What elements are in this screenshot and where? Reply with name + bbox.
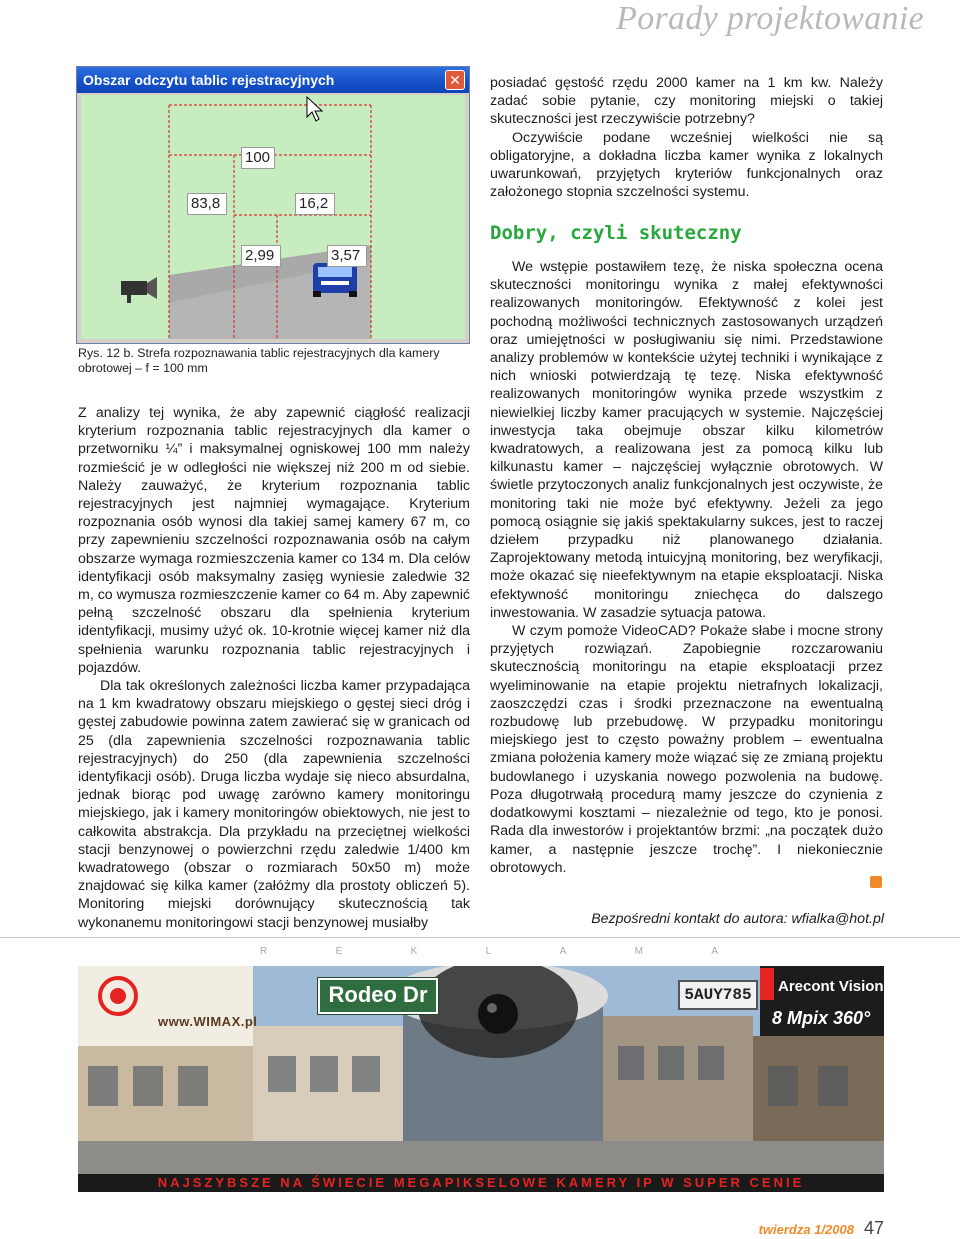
ad-label-letter: L <box>485 946 494 957</box>
cursor-icon <box>307 97 322 121</box>
left-column <box>78 404 470 932</box>
section-heading: Dobry, czyli skuteczny <box>490 222 742 244</box>
right-column-top <box>490 74 883 201</box>
paragraph: W czym pomoże VideoCAD? Pokaże słabe i mocne strony przyjętych rozwiązań. Zapobiegnie rozczarowaniu skutecznością monitoringu na etapie eksploatacji przez wyeliminowanie na etapie projektu nietrafnych lokalizacji, zaoszczędzi czas i środki przeznaczone na ewentualną rozbudowę lub przebudowę. W przypadku monitoringu miejskiego jest to często poważny problem – ewentualna zmiana położenia kamery może wiązać się ze zmianą projektu budowlanego i uzyskania nowego pozwolenia na budowę. Poza długotrwałą procedurą mamy jeszcze do czynienia z dodatkowymi kosztami – niezależnie od tego, kto je ponosi. Rada dla inwestorów i projektantów brzmi: „na początek dużo kamer, a następnie jeszcze trochę”. I niekoniecznie obrotowych. <box>490 623 883 876</box>
paragraph: Dla tak określonych zależności liczba kamer przypadająca na 1 km kwadratowy obszaru miejskiego o gęstej sieci dróg i gęstej zabudowie powinna zatem zawierać się w granicach od 25 (dla zapewnienia szczelności rozpoznawania tablic rejestracyjnych) do 250 (dla zapewnienia szczelności identyfikacji osób). Druga liczba wydaje się nieco absurdalna, jednak biorąc pod uwagę zarówno kamery monitoringu miejskiego, jak i kamery monitoringów obiektowych, nie jest to całkowita abstrakcja. Dla przykładu na przeciętnej wielkości stacji benzynowej o powierzchni rzędu zaledwie 1/400 km kwadratowego (obszar o rozmiarach 50x50 m) może znajdować się kilka kamer (załóżmy dla prostoty obliczeń 5). Monitoring miejski dorównujący skutecznością tak wykonanemu monitoringowi stacji benzynowej musiałby <box>78 678 470 931</box>
page-footer <box>759 1218 884 1239</box>
ad-brand-name: Arecont Vision <box>778 978 884 995</box>
ad-tagline: 8 Mpix 360° <box>772 1008 871 1028</box>
ad-label-letter: A <box>711 946 720 957</box>
window-titlebar <box>77 67 469 93</box>
figure-window <box>76 66 470 344</box>
author-contact: Bezpośredni kontakt do autora: wfialka@hot.pl <box>591 911 884 927</box>
value-label: 3,57 <box>327 245 367 267</box>
ad-label-letter: E <box>335 946 345 957</box>
ad-label-letter: R <box>260 946 270 957</box>
ad-license-plate: 5AUY785 <box>678 980 758 1010</box>
magazine-issue: twierdza 1/2008 <box>758 1222 854 1237</box>
value-label: 100 <box>241 147 275 169</box>
ad-label-letter: M <box>634 946 645 957</box>
paragraph: We wstępie postawiłem tezę, że niska społeczna ocena skuteczności monitoringu wynika z małej efektywności realizowanych monitoringów. Efektywność z kolei jest pochodną możliwości technicznych zastosowanych urządzeń oraz umiejętności w posługiwaniu się nimi. Przedstawione analizy problemów w kontekście użytej techniki i wynikające z nich wnioski potwierdzają tę tezę. Niska efektywność realizowanych monitoringów wynika przede wszystkim z niewielkiej liczby kamer pracujących w systemie. Najczęściej inwestycja taka obejmuje obszar kilku kilometrów kwadratowych, a realizowana jest za pomocą kilku lub kilkunastu kamer – najczęściej wyłącznie obrotowych. W świetle przytoczonych analiz funkcjonalnych jest oczywiste, że monitoring taki nie może być efektywny. Jeżeli za jego pomocą osiągnie się jakiś spektakularny sukces, jest to raczej dziełem przypadku niż planowanego działania. Zaprojektowany metodą intuicyjną monitoring, bez weryfikacji, może okazać się nieefektywnym na etapie eksploatacji. Niska efektywność monitoringu zniechęca do dalszego inwestowania. W zasadzie sytuacja patowa. <box>490 259 883 621</box>
page-number: 47 <box>863 1218 884 1238</box>
ad-label <box>260 946 720 957</box>
value-label: 16,2 <box>295 193 335 215</box>
ad-label-letter: A <box>559 946 569 957</box>
ad-street-scene <box>78 966 884 1192</box>
ad-wimax-url[interactable]: www.WIMAX.pl <box>158 1014 258 1029</box>
ad-banner: NAJSZYBSZE NA ŚWIECIE MEGAPIKSELOWE KAMERY IP W SUPER CENIE <box>78 1174 884 1192</box>
right-column-main <box>490 258 883 877</box>
close-icon[interactable]: ✕ <box>445 70 465 90</box>
value-label: 2,99 <box>241 245 281 267</box>
window-title: Obszar odczytu tablic rejestracyjnych <box>83 72 335 88</box>
ad-label-letter: K <box>410 946 420 957</box>
end-of-article-icon <box>870 876 882 888</box>
camera-icon <box>121 277 157 303</box>
paragraph: Z analizy tej wynika, że aby zapewnić ciągłość realizacji kryterium rozpoznania tablic rejestracyjnych dla kamer o przetworniku ¼” i maksymalnej ogniskowej 100 mm należy rozmieścić je w odległości nie większej niż 200 m od siebie. Należy zauważyć, że kryterium rozpoznania tablic rejestracyjnych jest najmniej wymagające. Kryterium rozpoznania osób wynosi dla takiej samej kamery 67 m, co przy zapewnieniu szczelności rozpoznawania osób na całym obszarze wymaga rozmieszczenia kamer co 134 m. Dla celów identyfikacji osób maksymalny zasięg wyniesie zaledwie 32 m, co wymusza rozmieszczenie kamer co 64 m. Aby zapewnić pełną szczelność obszaru dla spełnienia kryterium identyfikacji, musimy użyć ok. 10-krotnie więcej kamer niż dla spełnienia warunku rozpoznania tablic rejestracyjnych i pojazdów. <box>78 405 470 676</box>
value-label: 83,8 <box>187 193 227 215</box>
figure-canvas <box>81 95 465 339</box>
advertisement[interactable] <box>78 966 884 1192</box>
paragraph: posiadać gęstość rzędu 2000 kamer na 1 km kw. Należy zadać sobie pytanie, czy monitoring miejski o takiej skuteczności jest rzeczywiście potrzebny? <box>490 75 883 128</box>
ad-street-sign: Rodeo Dr <box>318 978 438 1014</box>
paragraph: Oczywiście podane wcześniej wielkości nie są obligatoryjne, a dokładna liczba kamer wynika z lokalnych uwarunkowań, przyjętych kryteriów funkcjonalnych oraz założonego stopnia szczelności systemu. <box>490 129 883 201</box>
zone-diagram <box>81 95 465 339</box>
figure-caption: Rys. 12 b. Strefa rozpoznawania tablic rejestracyjnych dla kamery obrotowej – f = 100 mm <box>78 346 440 375</box>
section-header: Porady projektowanie <box>616 0 924 37</box>
ad-divider <box>0 937 960 938</box>
